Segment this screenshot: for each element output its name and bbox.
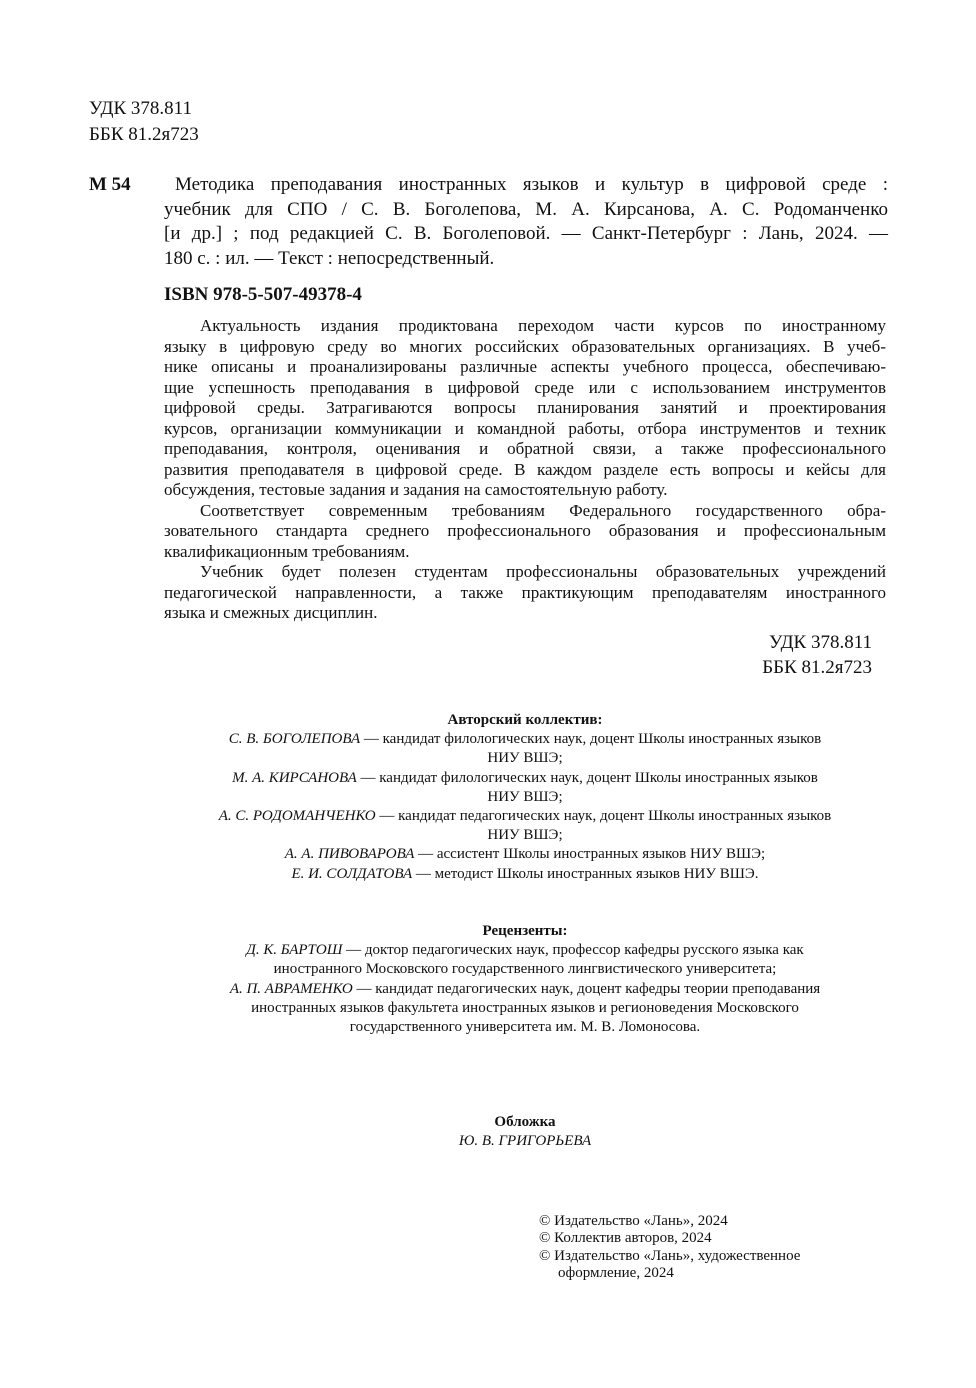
bbk-code: ББК 81.2я723 bbox=[762, 656, 872, 678]
copyright-line: © Издательство «Лань», художественное bbox=[539, 1247, 801, 1264]
reviewers-section bbox=[0, 922, 976, 1037]
credit-line bbox=[0, 788, 976, 807]
abstract-line: обсуждения, тестовые задания и задания на самостоятельную работу. bbox=[164, 480, 668, 499]
credit-line bbox=[0, 865, 976, 884]
credit-line bbox=[0, 769, 976, 788]
abstract bbox=[164, 316, 886, 624]
credit-line bbox=[0, 749, 976, 768]
abstract-line: преподавания, контроля, оценивания и обратной связи, а также профессионального bbox=[164, 439, 886, 458]
abstract-line: Соответствует современным требованиям Федерального государственного обра- bbox=[200, 500, 886, 520]
udk-bbk-top bbox=[89, 96, 199, 148]
person-description: — кандидат педагогических наук, доцент кафедры теории преподавания bbox=[352, 980, 821, 997]
abstract-line: Учебник будет полезен студентам профессиональны образовательных учреждений bbox=[200, 562, 886, 581]
biblio-line: 180 с. : ил. — Текст : непосредственный. bbox=[164, 247, 495, 269]
person-description: иностранных языков факультета иностранных языков и регионоведения Московского bbox=[251, 999, 799, 1016]
abstract-line: языка и смежных дисциплин. bbox=[164, 603, 378, 622]
abstract-line: Актуальность издания продиктована переходом части курсов по иностранному bbox=[200, 316, 886, 335]
person-description: НИУ ВШЭ; bbox=[487, 750, 563, 767]
cover-designer: Ю. В. ГРИГОРЬЕВА bbox=[458, 1133, 592, 1150]
abstract-line: зовательного стандарта среднего профессионального образования и профессиональным bbox=[164, 521, 886, 540]
udk-bbk-bottom bbox=[700, 631, 872, 680]
copyright-line: © Коллектив авторов, 2024 bbox=[539, 1230, 712, 1247]
cover-section bbox=[0, 1113, 976, 1151]
abstract-line: языку в цифровую среду во многих российских образовательных организациях. В учеб- bbox=[164, 336, 886, 356]
credit-line bbox=[0, 960, 976, 979]
copyright-block bbox=[539, 1213, 800, 1282]
udk-code: УДК 378.811 bbox=[769, 632, 872, 653]
person-description: — ассистент Школы иностранных языков НИУ ВШЭ; bbox=[414, 846, 766, 863]
bbk-code: ББК 81.2я723 bbox=[89, 124, 199, 145]
person-name: А. А. ПИВОВАРОВА bbox=[284, 846, 415, 863]
abstract-line: цифровой среды. Затрагиваются вопросы планирования занятий и проектирования bbox=[164, 398, 886, 417]
credit-line bbox=[0, 730, 976, 749]
abstract-line: педагогической направленности, а также практикующим преподавателям иностранного bbox=[164, 582, 886, 602]
credit-line bbox=[0, 980, 976, 999]
biblio-line: Методика преподавания иностранных языков и культур в цифровой среде : bbox=[175, 174, 888, 195]
cover-heading: Обложка bbox=[494, 1114, 556, 1130]
person-description: — доктор педагогических наук, профессор кафедры русского языка как bbox=[342, 942, 804, 959]
person-description: — методист Школы иностранных языков НИУ ВШЭ. bbox=[412, 865, 759, 882]
udk-code: УДК 378.811 bbox=[89, 98, 192, 119]
person-description: НИУ ВШЭ; bbox=[487, 827, 563, 844]
person-name: М. А. КИРСАНОВА bbox=[232, 769, 357, 786]
credit-line bbox=[0, 826, 976, 845]
isbn: ISBN 978-5-507-49378-4 bbox=[164, 284, 362, 305]
person-name: Д. К. БАРТОШ bbox=[246, 942, 343, 959]
abstract-line: развития преподавателя в цифровой среде. В каждом разделе есть вопросы и кейсы для bbox=[164, 459, 886, 479]
person-description: — кандидат филологических наук, доцент Школы иностранных языков bbox=[356, 769, 818, 786]
abstract-line: нике описаны и проанализированы различные аспекты учебного процесса, обеспечиваю- bbox=[164, 357, 886, 376]
person-name: А. П. АВРАМЕНКО bbox=[229, 980, 353, 997]
person-description: — кандидат педагогических наук, доцент Школы иностранных языков bbox=[375, 808, 832, 825]
person-name: А. С. РОДОМАНЧЕНКО bbox=[218, 808, 376, 825]
reviewers-heading: Рецензенты: bbox=[482, 923, 568, 939]
credit-line bbox=[0, 845, 976, 864]
person-description: — кандидат филологических наук, доцент Школы иностранных языков bbox=[360, 731, 822, 748]
biblio-line: [и др.] ; под редакцией С. В. Боголеповой. — Санкт-Петербург : Лань, 2024. — bbox=[164, 223, 888, 244]
copyright-line: © Издательство «Лань», 2024 bbox=[539, 1213, 728, 1229]
person-description: иностранного Московского государственного лингвистического университета; bbox=[273, 961, 777, 978]
credit-line bbox=[0, 999, 976, 1018]
person-name: Е. И. СОЛДАТОВА bbox=[291, 865, 413, 882]
credit-line bbox=[0, 807, 976, 826]
authors-section bbox=[0, 711, 976, 884]
abstract-line: щие успешность преподавания в цифровой среде или с использованием инструментов bbox=[164, 377, 886, 397]
bibliographic-description bbox=[164, 173, 888, 271]
credit-line bbox=[0, 1018, 976, 1037]
author-mark: М 54 bbox=[89, 174, 131, 195]
authors-heading: Авторский коллектив: bbox=[447, 712, 603, 728]
person-name: С. В. БОГОЛЕПОВА bbox=[228, 731, 361, 748]
person-description: НИУ ВШЭ; bbox=[487, 788, 563, 805]
credit-line bbox=[0, 941, 976, 960]
biblio-line: учебник для СПО / С. В. Боголепова, М. А. Кирсанова, А. С. Родоманченко bbox=[164, 198, 888, 220]
abstract-line: курсов, организации коммуникации и командной работы, отбора инструментов и техник bbox=[164, 418, 886, 438]
copyright-line: оформление, 2024 bbox=[558, 1264, 674, 1281]
abstract-line: квалификационным требованиям. bbox=[164, 541, 410, 561]
person-description: государственного университета им. М. В. Ломоносова. bbox=[349, 1019, 701, 1036]
